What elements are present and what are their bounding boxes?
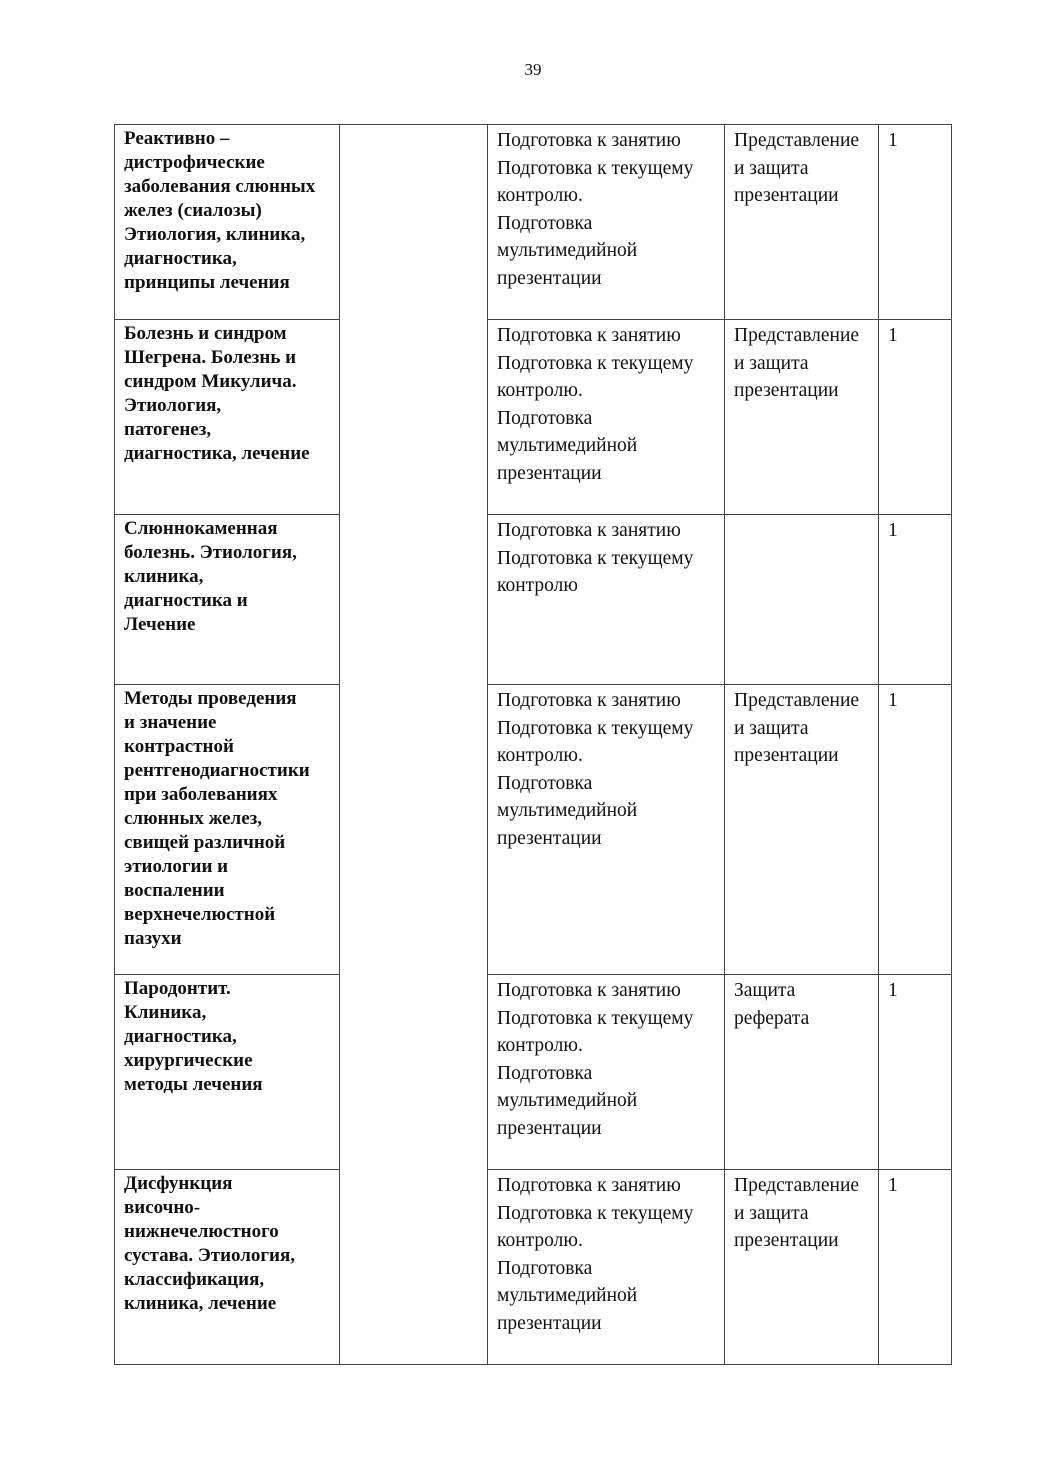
self-work-line: контролю <box>497 575 578 597</box>
control-form-cell <box>725 125 879 320</box>
self-work-line: контролю. <box>497 185 583 207</box>
control-form-line: Представление <box>734 130 860 151</box>
control-form-line: Представление <box>734 325 860 346</box>
hours-cell: 1 <box>879 1170 952 1365</box>
topic-line: синдром Микулича. <box>124 371 297 392</box>
topic-cell <box>115 685 340 975</box>
topic-line: Методы проведения <box>124 688 297 709</box>
self-work-line: мультимедийной <box>497 435 638 457</box>
topic-line: желез (сиалозы) <box>124 200 262 221</box>
self-work-line: Подготовка к занятию <box>497 980 681 1001</box>
control-form-line: и защита <box>734 352 809 374</box>
control-form-line: презентации <box>734 185 839 207</box>
control-form-line: и защита <box>734 1202 809 1224</box>
hours-cell: 1 <box>879 685 952 975</box>
topic-line: Шегрена. Болезнь и <box>124 347 297 368</box>
self-work-line: Подготовка к занятию <box>497 325 681 346</box>
control-form-line: Представление <box>734 690 860 711</box>
topic-line: заболевания слюнных <box>124 176 316 197</box>
empty-merged-cell <box>340 125 488 1365</box>
self-work-line: мультимедийной <box>497 1090 638 1112</box>
self-work-line: Подготовка <box>497 772 593 794</box>
control-form-cell <box>725 685 879 975</box>
topic-line: нижнечелюстного <box>124 1221 279 1242</box>
hours-cell: 1 <box>879 320 952 515</box>
topic-cell <box>115 1170 340 1365</box>
hours-cell: 1 <box>879 975 952 1170</box>
topic-line: и значение <box>124 712 217 733</box>
self-work-line: презентации <box>497 1312 602 1334</box>
page-number: 39 <box>524 60 542 79</box>
topic-line: методы лечения <box>124 1074 263 1095</box>
self-work-line: презентации <box>497 462 602 484</box>
study-plan-body <box>115 125 952 1365</box>
self-work-cell <box>488 515 725 685</box>
study-plan-table <box>114 124 952 1365</box>
control-form-line: презентации <box>734 1230 839 1252</box>
topic-line: воспалении <box>124 880 225 901</box>
topic-line: Болезнь и синдром <box>124 323 287 344</box>
self-work-line: мультимедийной <box>497 1285 638 1307</box>
topic-line: диагностика, <box>124 1026 237 1047</box>
topic-line: этиологии и <box>124 856 229 877</box>
table-row <box>115 1170 952 1365</box>
table-row <box>115 685 952 975</box>
topic-line: Дисфункция <box>124 1173 233 1194</box>
self-work-line: Подготовка к текущему <box>497 157 694 179</box>
topic-line: височно- <box>124 1197 201 1218</box>
self-work-line: мультимедийной <box>497 240 638 262</box>
control-form-line: и защита <box>734 717 809 739</box>
self-work-line: контролю. <box>497 1035 583 1057</box>
self-work-line: Подготовка к текущему <box>497 352 694 374</box>
self-work-line: Подготовка к занятию <box>497 130 681 151</box>
hours-cell: 1 <box>879 515 952 685</box>
topic-line: сустава. Этиология, <box>124 1245 296 1266</box>
topic-cell <box>115 320 340 515</box>
self-work-line: Подготовка к занятию <box>497 690 681 711</box>
control-form-cell <box>725 975 879 1170</box>
self-work-line: мультимедийной <box>497 800 638 822</box>
self-work-line: Подготовка <box>497 407 593 429</box>
topic-line: Реактивно – <box>124 128 230 149</box>
self-work-line: Подготовка <box>497 1257 593 1279</box>
topic-line: Лечение <box>124 614 196 635</box>
topic-line: диагностика, лечение <box>124 443 310 464</box>
topic-line: дистрофические <box>124 152 265 173</box>
topic-line: контрастной <box>124 736 234 757</box>
topic-line: верхнечелюстной <box>124 904 276 925</box>
self-work-line: Подготовка к текущему <box>497 547 694 569</box>
control-form-line: презентации <box>734 745 839 767</box>
self-work-line: контролю. <box>497 380 583 402</box>
topic-line: пазухи <box>124 928 182 949</box>
self-work-cell <box>488 685 725 975</box>
topic-cell <box>115 975 340 1170</box>
self-work-line: Подготовка <box>497 1062 593 1084</box>
topic-line: Этиология, клиника, <box>124 224 306 245</box>
control-form-line: Представление <box>734 1175 860 1196</box>
control-form-cell <box>725 1170 879 1365</box>
topic-line: при заболеваниях <box>124 784 278 805</box>
topic-cell <box>115 125 340 320</box>
control-form-line: Защита <box>734 980 796 1001</box>
topic-line: диагностика, <box>124 248 237 269</box>
topic-line: свищей различной <box>124 832 286 853</box>
topic-line: классификация, <box>124 1269 265 1290</box>
self-work-line: презентации <box>497 267 602 289</box>
topic-line: клиника, лечение <box>124 1293 277 1314</box>
topic-line: клиника, <box>124 566 204 587</box>
control-form-line: реферата <box>734 1007 810 1029</box>
self-work-line: презентации <box>497 1117 602 1139</box>
hours-cell: 1 <box>879 125 952 320</box>
topic-line: болезнь. Этиология, <box>124 542 297 563</box>
topic-line: слюнных желез, <box>124 808 263 829</box>
topic-line: Этиология, <box>124 395 222 416</box>
self-work-line: Подготовка к занятию <box>497 1175 681 1196</box>
self-work-line: Подготовка <box>497 212 593 234</box>
self-work-line: Подготовка к занятию <box>497 520 681 541</box>
control-form-cell <box>725 515 879 685</box>
self-work-cell <box>488 125 725 320</box>
self-work-line: Подготовка к текущему <box>497 717 694 739</box>
self-work-line: Подготовка к текущему <box>497 1007 694 1029</box>
self-work-cell <box>488 320 725 515</box>
control-form-line: и защита <box>734 157 809 179</box>
table-row <box>115 975 952 1170</box>
table-row <box>115 320 952 515</box>
control-form-cell <box>725 320 879 515</box>
self-work-line: презентации <box>497 827 602 849</box>
topic-line: рентгенодиагностики <box>124 760 310 781</box>
topic-line: диагностика и <box>124 590 248 611</box>
topic-line: патогенез, <box>124 419 212 440</box>
topic-line: Слюннокаменная <box>124 518 278 539</box>
topic-line: принципы лечения <box>124 272 290 293</box>
topic-line: Клиника, <box>124 1002 207 1023</box>
self-work-cell <box>488 975 725 1170</box>
topic-cell <box>115 515 340 685</box>
self-work-line: контролю. <box>497 1230 583 1252</box>
control-form-line: презентации <box>734 380 839 402</box>
self-work-line: Подготовка к текущему <box>497 1202 694 1224</box>
self-work-cell <box>488 1170 725 1365</box>
table-row <box>115 515 952 685</box>
self-work-line: контролю. <box>497 745 583 767</box>
topic-line: хирургические <box>124 1050 253 1071</box>
table-row <box>115 125 952 320</box>
topic-line: Пародонтит. <box>124 978 231 999</box>
